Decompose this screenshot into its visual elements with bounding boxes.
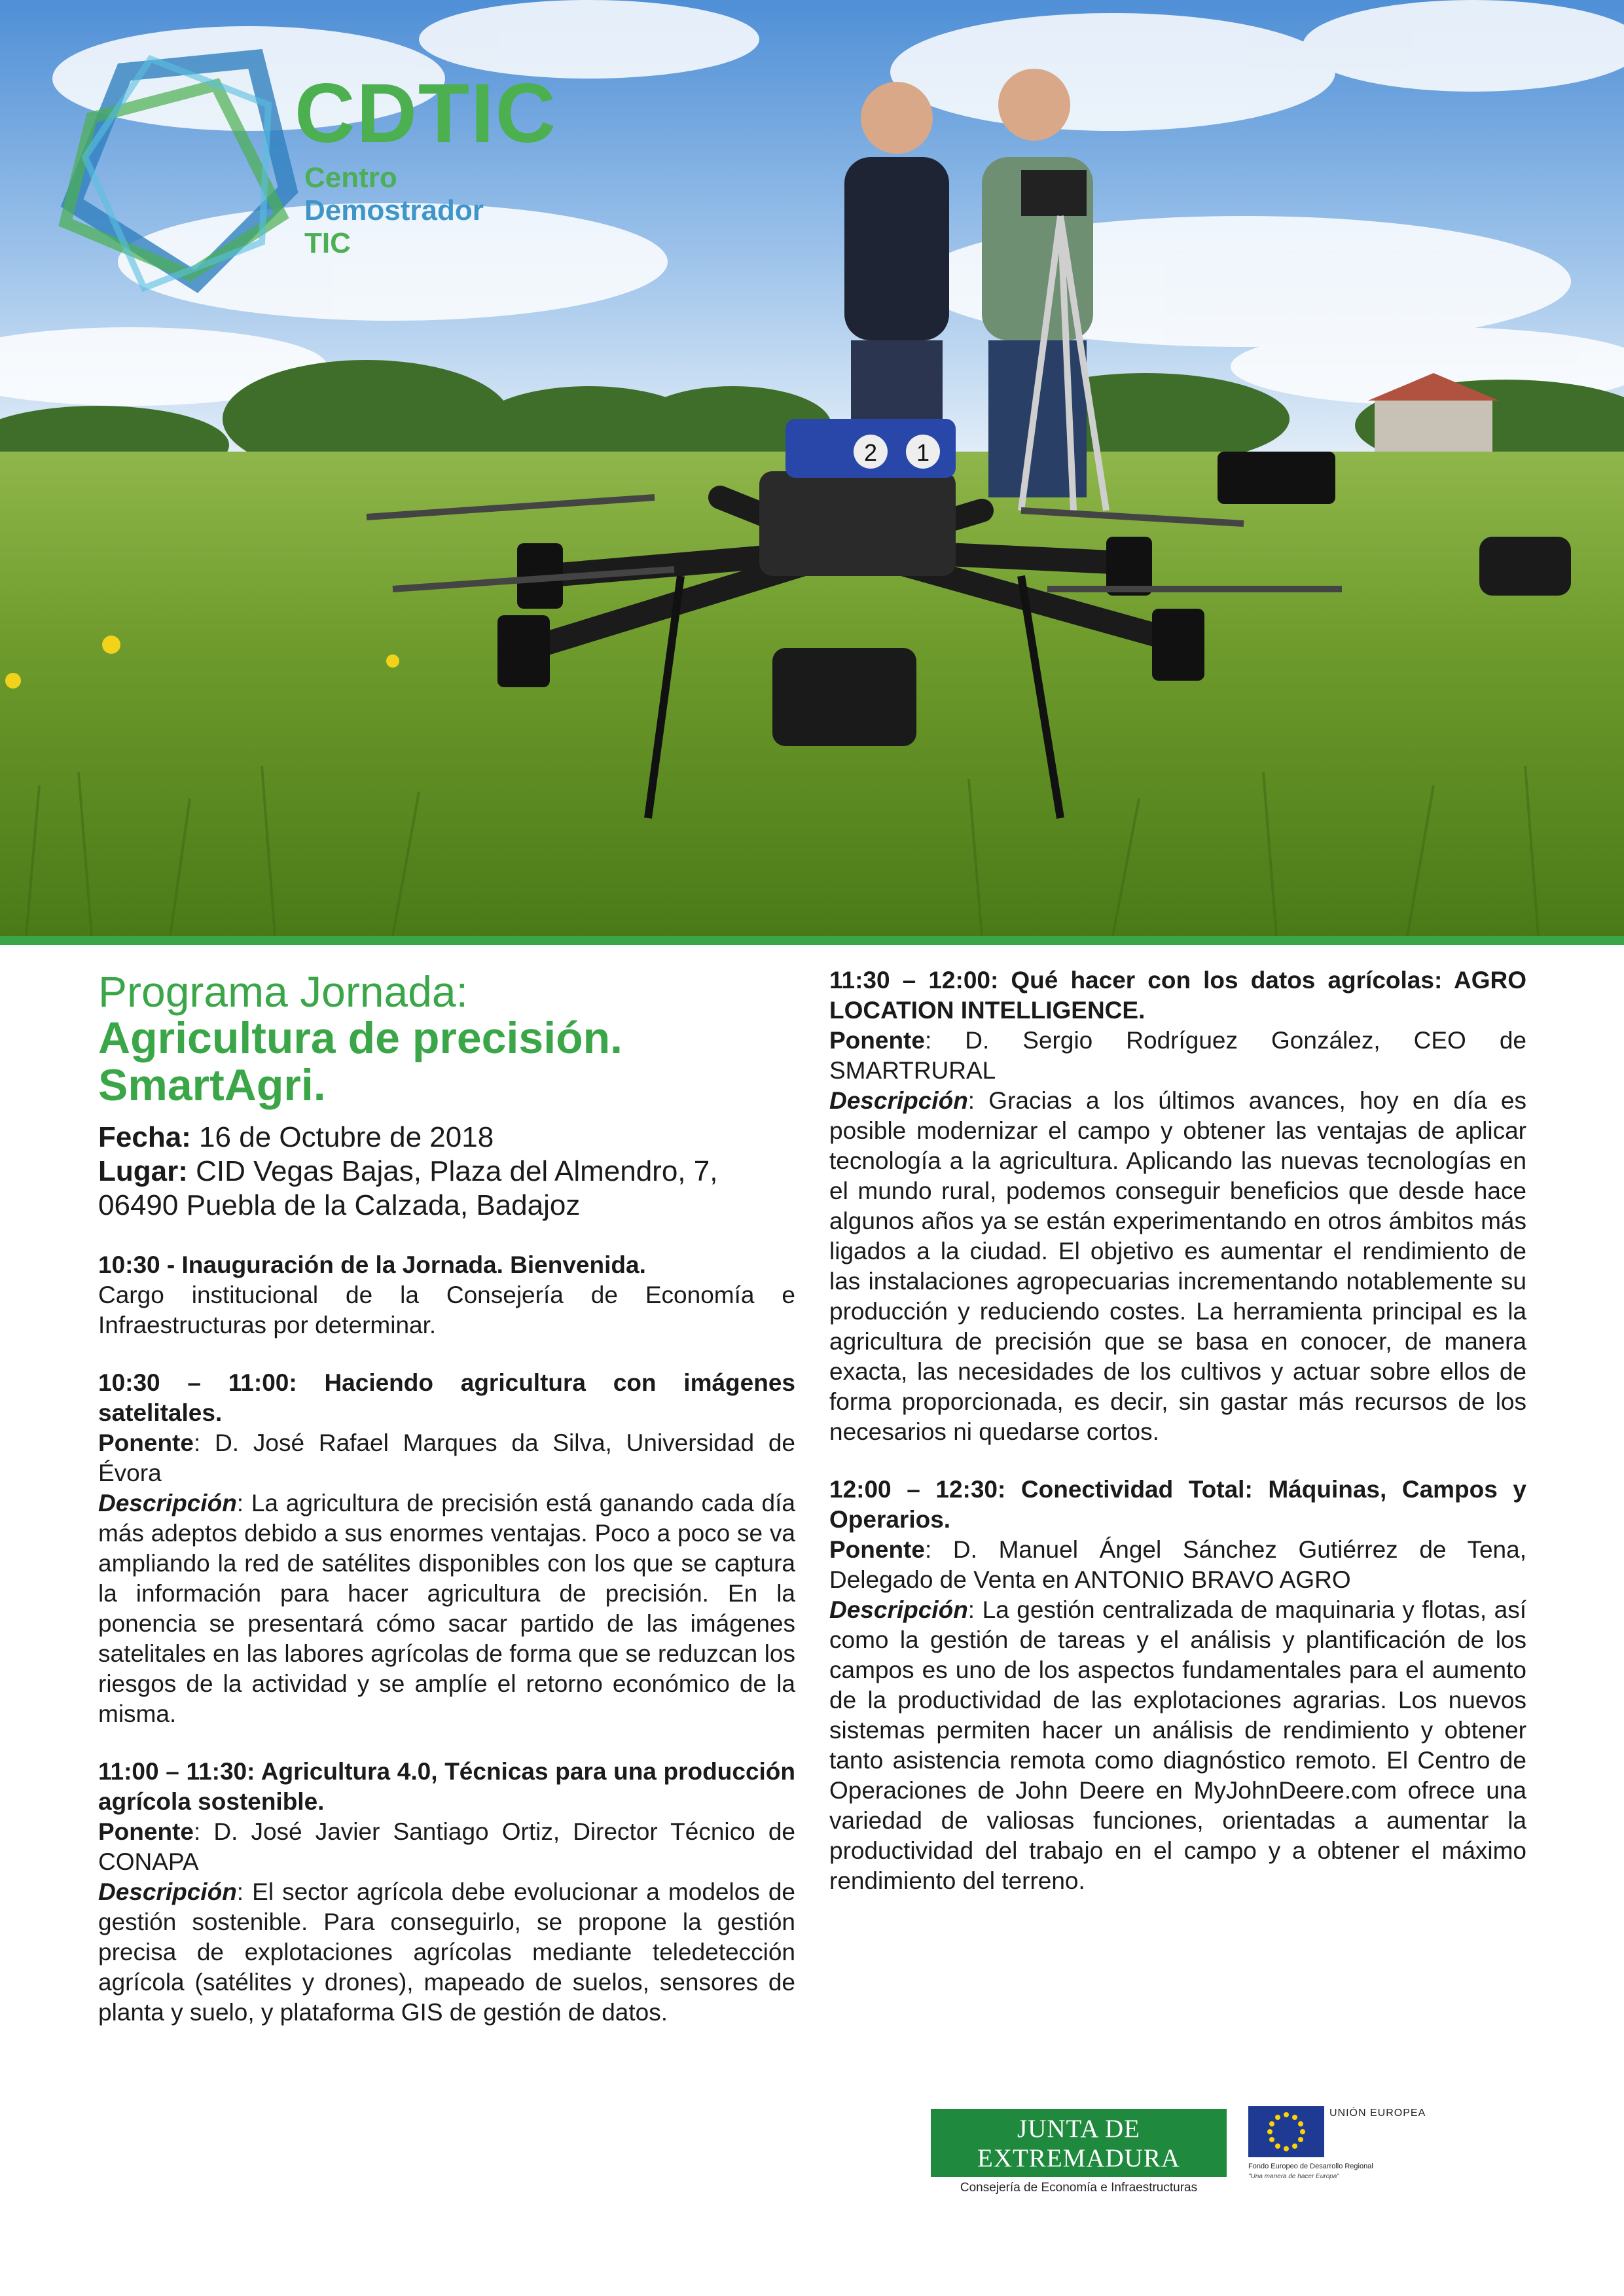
description-label: Descripción	[98, 1878, 237, 1905]
battery-number: 2	[863, 439, 878, 466]
event-date	[98, 1121, 795, 1155]
speaker-name: : D. Manuel Ángel Sánchez Gutiérrez de Tena, Delegado de Venta en ANTONIO BRAVO AGRO	[829, 1536, 1526, 1593]
session-description	[98, 1488, 795, 1729]
session-datos-agricolas	[829, 965, 1526, 1447]
event-meta	[98, 1121, 795, 1223]
date-value: 16 de Octubre de 2018	[190, 1121, 494, 1153]
junta-extremadura-logo	[931, 2109, 1227, 2195]
cdtic-logo	[52, 46, 558, 308]
description-label: Descripción	[829, 1087, 968, 1114]
session-heading: 12:00 – 12:30: Conectividad Total: Máquinas, Campos y Operarios.	[829, 1476, 1526, 1533]
place-value: CID Vegas Bajas, Plaza del Almendro, 7, 06490 Puebla de la Calzada, Badajoz	[98, 1155, 718, 1221]
session-agricultura-4	[98, 1757, 795, 2028]
speaker-name: : D. Sergio Rodríguez González, CEO de SMARTRURAL	[829, 1027, 1526, 1084]
battery-number: 1	[916, 439, 930, 466]
session-conectividad-total	[829, 1475, 1526, 1896]
speaker-label: Ponente	[98, 1818, 194, 1845]
session-description	[98, 1877, 795, 2028]
description-text: : La gestión centralizada de maquinaria y flotas, así como la gestión de tareas y el análisis y plantificación de los campos es uno de los aspectos fundamentales para el aumento de la productividad de las explotaciones agrarias. Los nuevos sistemas permiten hacer un análisis de rendimiento y obtener tanto asistencia remota como diagnóstico remoto. El Centro de Operaciones de John Deere en MyJohnDeere.com ofrece una variedad de valiosas funciones, orientadas a aumentar la productividad del trabajo en el campo y a obtener el máximo rendimiento del terreno.	[829, 1596, 1526, 1894]
pentagon-logo-icon	[52, 46, 301, 308]
session-speaker	[98, 1428, 795, 1488]
left-column	[98, 969, 795, 2028]
eu-motto: "Una manera de hacer Europa"	[1248, 2173, 1339, 2180]
battery-label-2	[854, 435, 888, 469]
event-place	[98, 1155, 795, 1223]
green-divider	[0, 936, 1624, 945]
session-speaker	[98, 1817, 795, 1877]
session-inauguracion	[98, 1250, 795, 1340]
description-text: : La agricultura de precisión está ganando cada día más adeptos debido a sus enormes ventajas. Poco a poco se va ampliando la red de satélites disponibles con los que se captura la información para hacer agricultura de precisión. En la ponencia se presentará cómo sacar partido de las imágenes satelitales en las labores agrícolas de forma que se reduzcan los riesgos de la actividad y se amplíe el retorno económico de la misma.	[98, 1490, 795, 1727]
session-heading: 10:30 – 11:00: Haciendo agricultura con imágenes satelitales.	[98, 1369, 795, 1426]
logo-line-demostrador: Demostrador	[304, 194, 484, 226]
program-title-line2: SmartAgri.	[98, 1060, 326, 1110]
logo-title	[295, 67, 558, 160]
logo-line-centro: Centro	[304, 162, 397, 194]
session-speaker	[829, 1535, 1526, 1595]
junta-subtitle: Consejería de Economía e Infraestructuras	[960, 2181, 1198, 2195]
session-text: Cargo institucional de la Consejería de Economía e Infraestructuras por determinar.	[98, 1282, 795, 1338]
session-description	[829, 1595, 1526, 1896]
battery-label-1	[906, 435, 940, 469]
logo-line-tic: TIC	[304, 227, 351, 259]
eu-fund: Fondo Europeo de Desarrollo Regional	[1248, 2162, 1373, 2170]
speaker-label: Ponente	[829, 1027, 925, 1054]
session-heading: 10:30 - Inauguración de la Jornada. Bienvenida.	[98, 1251, 646, 1278]
hero-photo	[0, 0, 1624, 936]
speaker-name: : D. José Javier Santiago Ortiz, Director Técnico de CONAPA	[98, 1818, 795, 1875]
description-text: : El sector agrícola debe evolucionar a modelos de gestión sostenible. Para conseguirlo, se propone la gestión precisa de explotaciones agrícolas mediante teledetección agrícola (satélites y drones), mapeado de suelos, sensores de planta y suelo, y plataforma GIS de gestión de datos.	[98, 1878, 795, 2026]
description-label: Descripción	[829, 1596, 968, 1623]
session-heading: 11:00 – 11:30: Agricultura 4.0, Técnicas para una producción agrícola sostenible.	[98, 1758, 795, 1815]
junta-title: JUNTA DE EXTREMADURA	[931, 2109, 1227, 2177]
place-label: Lugar:	[98, 1155, 188, 1187]
session-speaker	[829, 1026, 1526, 1086]
session-description	[829, 1086, 1526, 1447]
speaker-label: Ponente	[829, 1536, 925, 1563]
speaker-name: : D. José Rafael Marques da Silva, Universidad de Évora	[98, 1429, 795, 1486]
program-label: Programa Jornada:	[98, 967, 468, 1016]
logo-title-text: CDTIC	[295, 67, 558, 160]
right-column	[829, 965, 1526, 1896]
date-label: Fecha:	[98, 1121, 191, 1153]
session-heading: 11:30 – 12:00: Qué hacer con los datos agrícolas: AGRO LOCATION INTELLIGENCE.	[829, 967, 1526, 1024]
eu-title: UNIÓN EUROPEA	[1329, 2108, 1426, 2119]
session-imagenes-satelitales	[98, 1368, 795, 1729]
eu-stars-icon	[1248, 2106, 1324, 2157]
speaker-label: Ponente	[98, 1429, 194, 1456]
eu-logo	[1248, 2106, 1484, 2185]
program-title-line1: Agricultura de precisión.	[98, 1013, 623, 1063]
description-label: Descripción	[98, 1490, 237, 1516]
description-text: : Gracias a los últimos avances, hoy en día es posible modernizar el campo y obtener las ventajas de aplicar tecnología a la agricultura. Aplicando las nuevas tecnologías en el mundo rural, podemos conseguir beneficios que desde hace algunos años ya se están experimentando en otros ámbitos más ligados a la ciudad. El objetivo es aumentar el rendimiento de las instalaciones agropecuarias incrementando notablemente su producción y reduciendo costes. La herramienta principal es la agricultura de precisión que se basa en conocer, de manera exacta, las necesidades de los cultivos y actuar sobre ellos de forma proporcionada, es decir, sin gastar más recursos de los necesarios ni quedarse cortos.	[829, 1087, 1526, 1445]
eu-flag-icon	[1248, 2106, 1324, 2157]
